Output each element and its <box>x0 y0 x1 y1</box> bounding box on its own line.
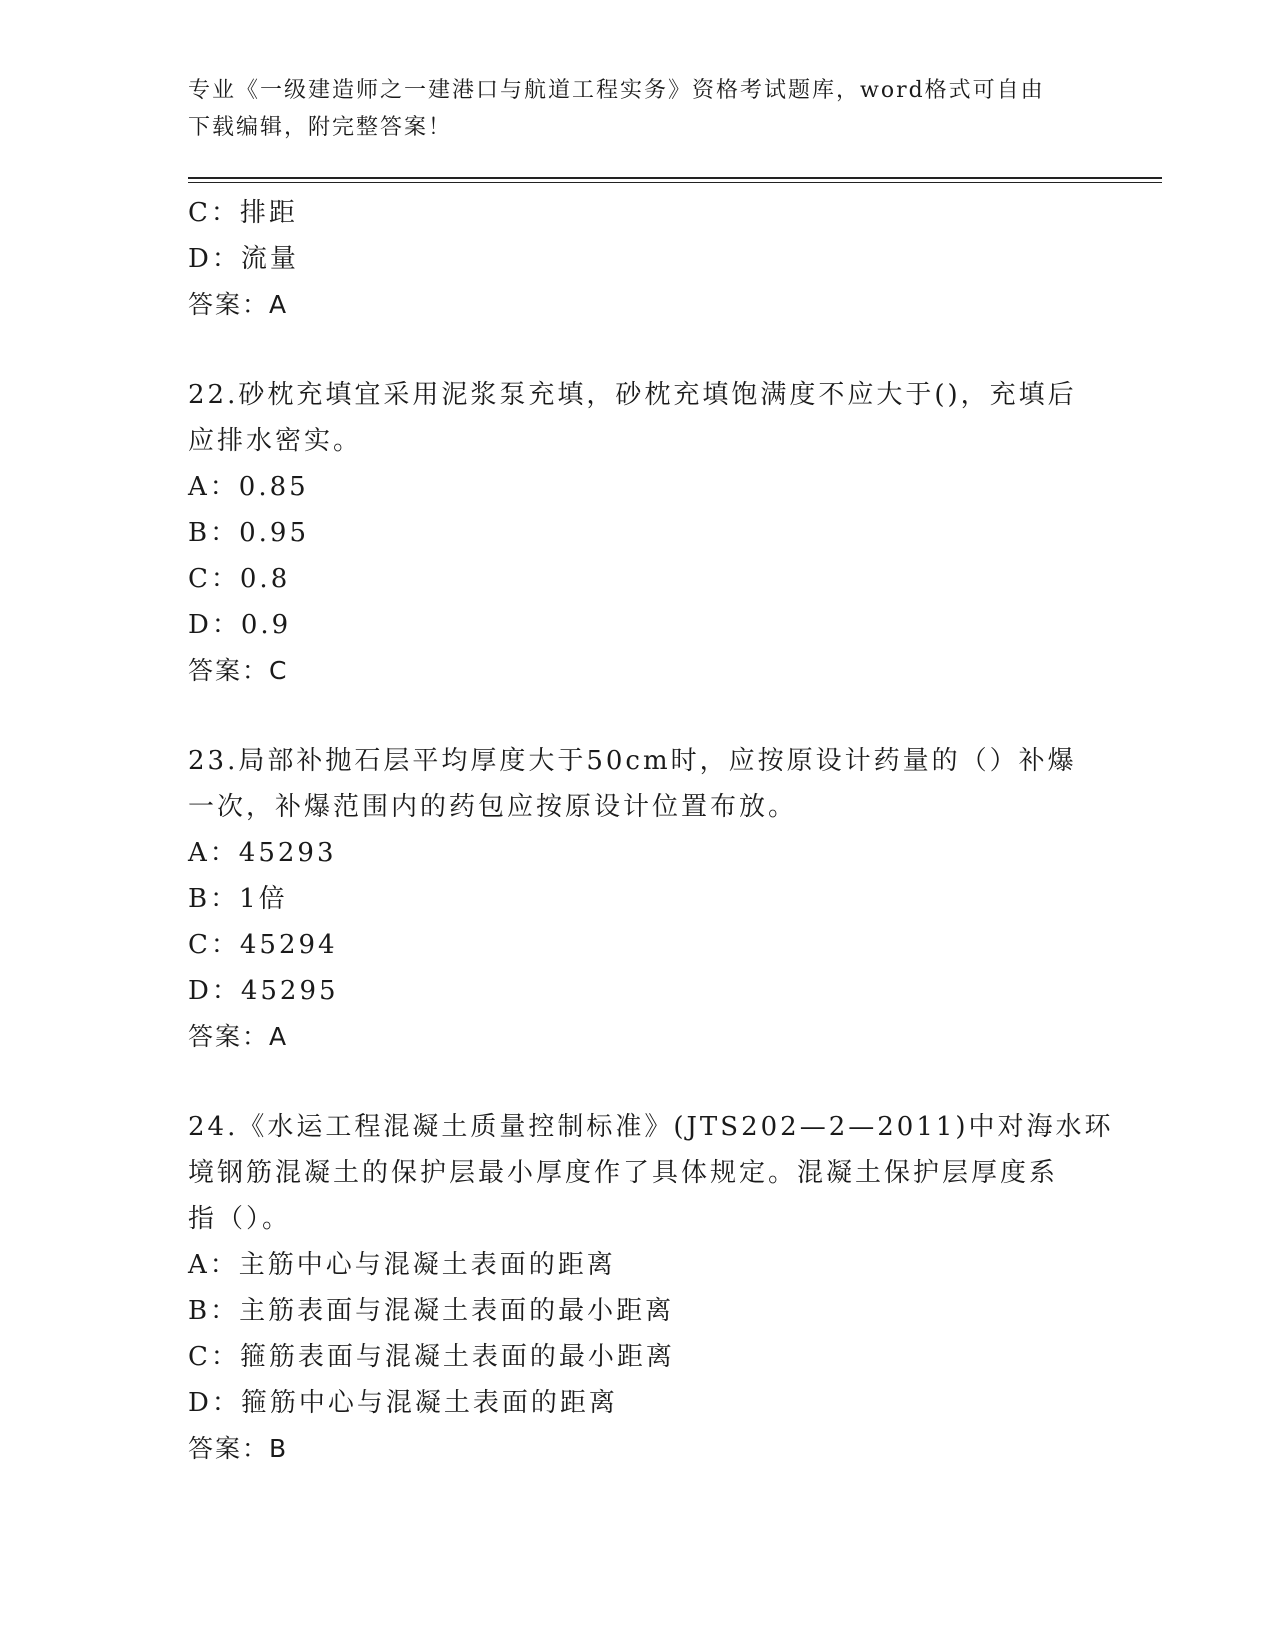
question-stem: 指（）。 <box>188 1204 292 1234</box>
option-a: A：主筋中心与混凝土表面的距离 <box>188 1250 616 1280</box>
option-c: C：箍筋表面与混凝土表面的最小距离 <box>188 1342 675 1372</box>
question-stem: 一次，补爆范围内的药包应按原设计位置布放。 <box>188 792 798 822</box>
option-b: B：1倍 <box>188 884 288 914</box>
question-gap <box>188 1060 1088 1104</box>
option-a: A：45293 <box>188 838 337 868</box>
option-c: C：45294 <box>188 930 338 960</box>
document-header <box>188 72 1088 146</box>
answer-line: 答案：A <box>188 1022 289 1051</box>
question-stem: 22.砂枕充填宜采用泥浆泵充填，砂枕充填饱满度不应大于()，充填后 <box>188 380 1077 410</box>
question-stem: 24.《水运工程混凝土质量控制标准》(JTS202—2—2011)中对海水环 <box>188 1112 1114 1142</box>
option-a: A：0.85 <box>188 472 309 502</box>
question-stem: 境钢筋混凝土的保护层最小厚度作了具体规定。混凝土保护层厚度系 <box>188 1158 1059 1188</box>
question-list <box>188 190 1114 1472</box>
option-d: D：流量 <box>188 244 299 274</box>
question-23 <box>188 738 1088 1060</box>
answer-line: 答案：B <box>188 1434 289 1463</box>
header-line-1: 专业《一级建造师之一建港口与航道工程实务》资格考试题库，word格式可自由 <box>188 78 1045 103</box>
option-d: D：箍筋中心与混凝土表面的距离 <box>188 1388 618 1418</box>
option-c: C：排距 <box>188 198 298 228</box>
question-gap <box>188 694 1088 738</box>
question-stem: 应排水密实。 <box>188 426 363 456</box>
option-b: B：主筋表面与混凝土表面的最小距离 <box>188 1296 675 1326</box>
option-b: B：0.95 <box>188 518 309 548</box>
option-d: D：45295 <box>188 976 339 1006</box>
option-c: C：0.8 <box>188 564 291 594</box>
question-gap <box>188 328 1088 372</box>
header-rule-thick <box>188 177 1162 179</box>
header-rule-thin <box>188 182 1162 183</box>
question-22 <box>188 372 1088 694</box>
question-stem: 23.局部补抛石层平均厚度大于50cm时，应按原设计药量的（）补爆 <box>188 746 1077 776</box>
question-24 <box>188 1104 1114 1472</box>
previous-question-tail <box>188 190 1088 328</box>
option-d: D：0.9 <box>188 610 292 640</box>
answer-line: 答案：A <box>188 290 289 319</box>
answer-line: 答案：C <box>188 656 289 685</box>
header-line-2: 下载编辑，附完整答案！ <box>188 115 453 140</box>
